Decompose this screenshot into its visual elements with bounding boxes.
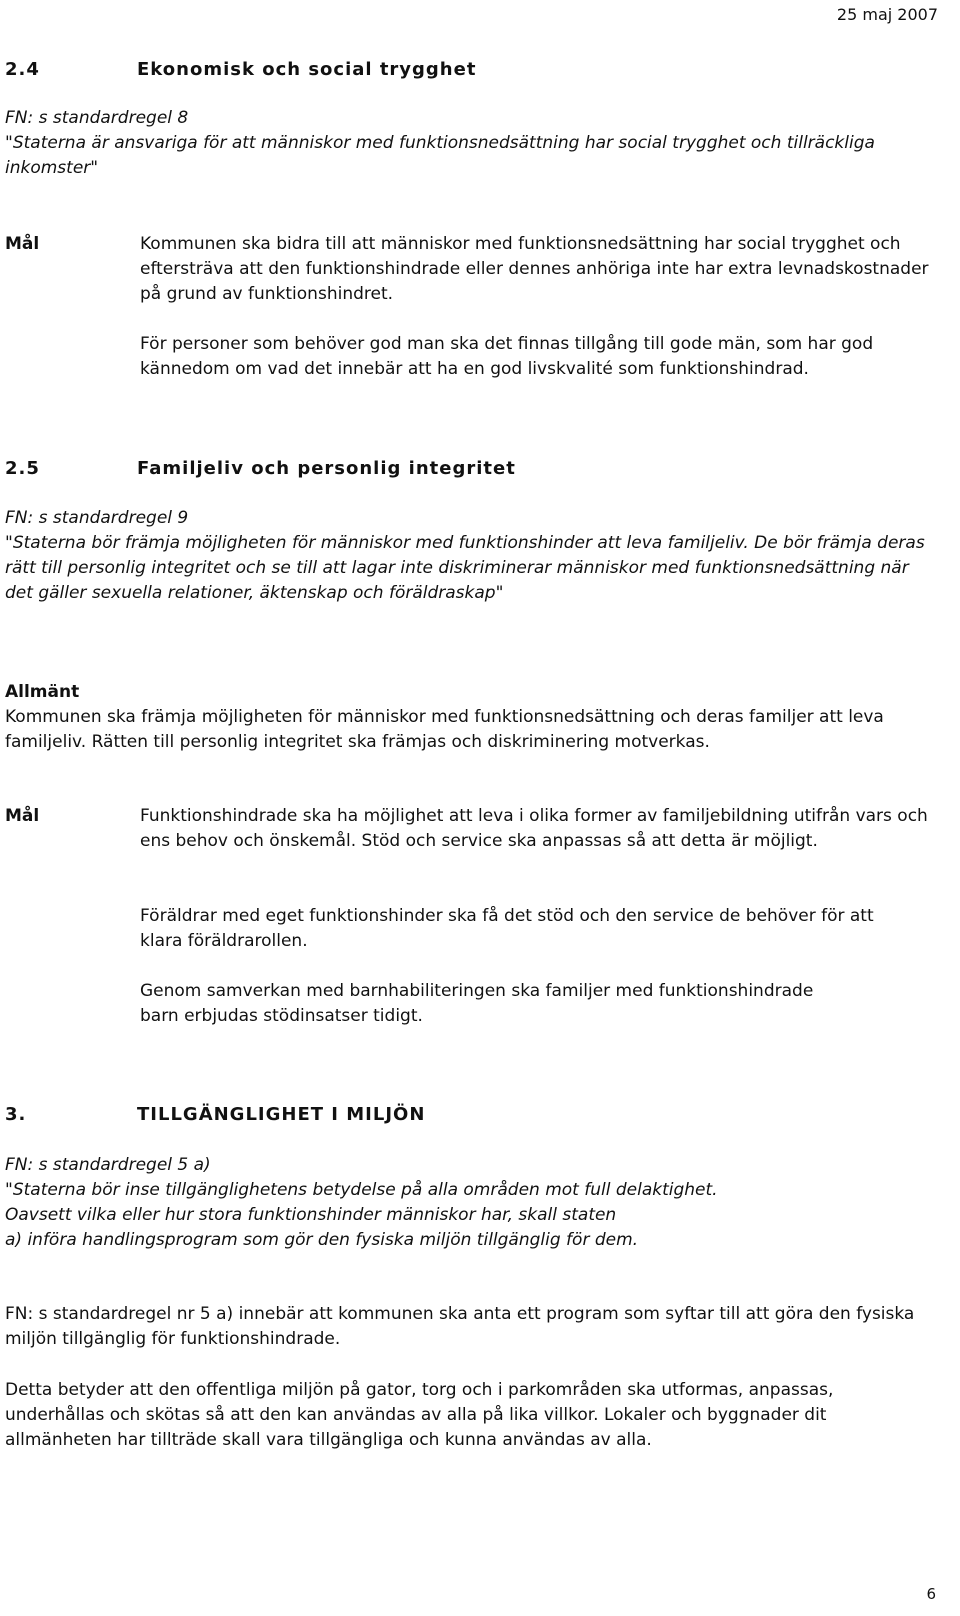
rule-reference: FN: s standardregel 9 <box>5 508 189 528</box>
rule-quote-line: "Staterna bör inse tillgänglighetens betydelse på alla områden mot full delaktighet. <box>5 1180 718 1200</box>
rule-quote-line: a) införa handlingsprogram som gör den fysiska miljön tillgänglig för dem. <box>5 1230 639 1250</box>
rule-quote-line: Oavsett vilka eller hur stora funktionshinder människor har, skall staten <box>5 1205 617 1225</box>
section-number: 2.5 <box>5 458 40 479</box>
goal-paragraph: För personer som behöver god man ska det finnas tillgång till gode män, som har god kännedom om vad det innebär att ha en god livskvalité som funktionshindrad. <box>140 334 874 379</box>
goal-label: Mål <box>5 806 40 826</box>
section-heading-2-4 <box>5 57 476 82</box>
rule-reference: FN: s standardregel 5 a) <box>5 1155 211 1175</box>
general-label: Allmänt <box>5 682 80 702</box>
section-number: 3. <box>5 1104 27 1125</box>
goal-paragraph: Föräldrar med eget funktionshinder ska få det stöd och den service de behöver för att klara föräldrarollen. <box>140 906 874 951</box>
goal-paragraph: Genom samverkan med barnhabiliteringen ska familjer med funktionshindrade barn erbjudas stödinsatser tidigt. <box>140 981 814 1026</box>
goal-paragraph: Kommunen ska bidra till att människor med funktionsnedsättning har social trygghet och eftersträva att den funktionshindrade eller dennes anhöriga inte har extra levnadskostnader på grund av funktionshindret. <box>140 234 929 304</box>
section-title: TILLGÄNGLIGHET I MILJÖN <box>137 1104 426 1125</box>
section-heading-2-5 <box>5 456 516 481</box>
section-number: 2.4 <box>5 59 40 80</box>
body-paragraph: FN: s standardregel nr 5 a) innebär att kommunen ska anta ett program som syftar till att göra den fysiska miljön tillgänglig för funktionshindrade. <box>5 1304 915 1349</box>
rule-reference: FN: s standardregel 8 <box>5 108 189 128</box>
section-heading-3 <box>5 1102 425 1127</box>
page-date: 25 maj 2007 <box>836 5 938 24</box>
general-paragraph: Kommunen ska främja möjligheten för människor med funktionsnedsättning och deras familjer att leva familjeliv. Rätten till personlig integritet ska främjas och diskriminering motverkas. <box>5 707 884 752</box>
page-number: 6 <box>926 1585 936 1603</box>
goal-label: Mål <box>5 234 40 254</box>
body-paragraph: Detta betyder att den offentliga miljön på gator, torg och i parkområden ska utformas, anpassas, underhållas och skötas så att den kan användas av alla på lika villkor. Lokaler och byggnader dit allmänheten har tillträde skall vara tillgängliga och kunna användas av alla. <box>5 1380 834 1450</box>
section-title: Familjeliv och personlig integritet <box>137 458 516 479</box>
goal-paragraph: Funktionshindrade ska ha möjlighet att leva i olika former av familjebildning utifrån vars och ens behov och önskemål. Stöd och service ska anpassas så att detta är möjligt. <box>140 806 928 851</box>
section-title: Ekonomisk och social trygghet <box>137 59 477 80</box>
rule-quote: "Staterna bör främja möjligheten för människor med funktionshinder att leva familjeliv. De bör främja deras rätt till personlig integritet och se till att lagar inte diskriminerar människor med funktionsnedsättning när det gäller sexuella relationer, äktenskap och föräldraskap" <box>5 533 925 603</box>
rule-quote: "Staterna är ansvariga för att människor med funktionsnedsättning har social trygghet och tillräckliga inkomster" <box>5 133 875 178</box>
